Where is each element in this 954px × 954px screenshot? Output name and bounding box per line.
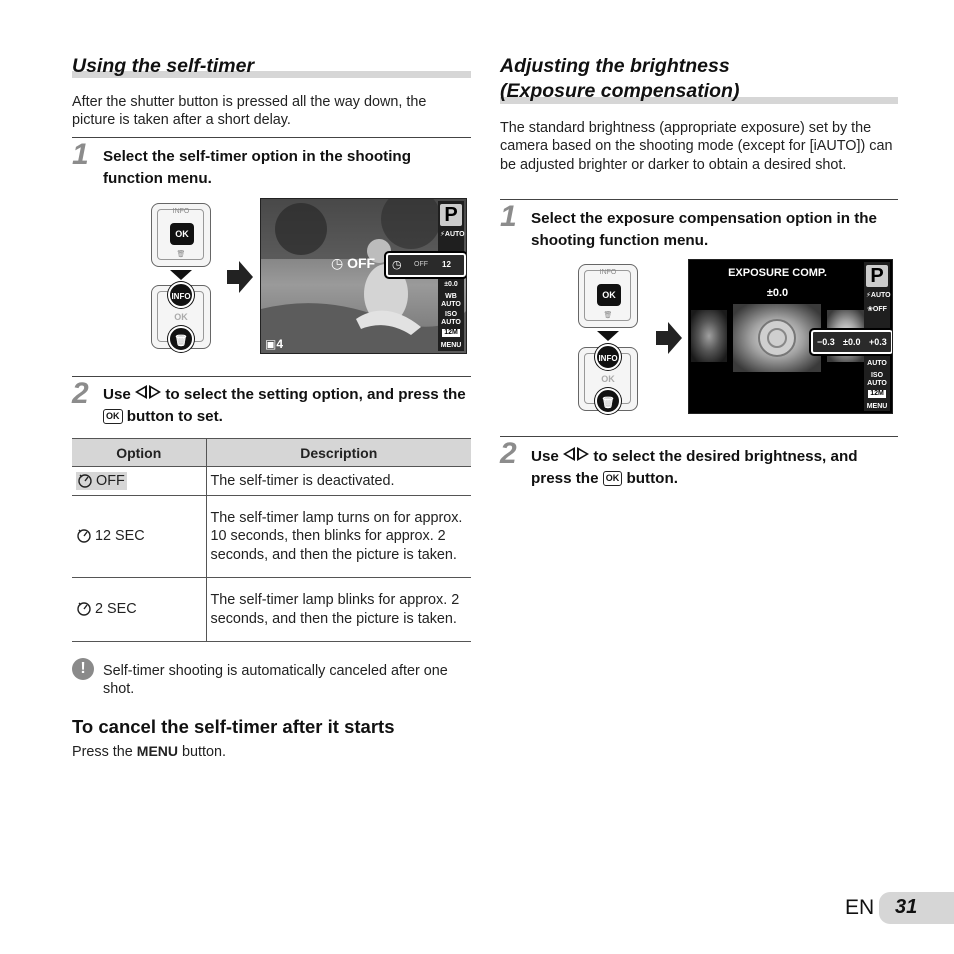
option-cell: 12 SEC	[72, 496, 206, 578]
self-timer-intro: After the shutter button is pressed all the way down, the picture is taken after a short delay.	[72, 94, 427, 129]
timer-icon: ◷	[392, 259, 402, 271]
cancel-instruction: Press the MENU button.	[72, 743, 227, 760]
exposure-option: ±0.0	[843, 337, 861, 347]
table-row	[72, 496, 471, 578]
self-timer-icon	[76, 600, 92, 616]
step-1-text: Select the exposure compensation option in the shooting function menu.	[531, 210, 877, 249]
ok-label: OK	[174, 312, 188, 322]
flash-auto-icon: ⚡AUTO	[866, 292, 891, 299]
menu-button-label: MENU	[136, 743, 179, 759]
language-label: EN	[845, 896, 875, 919]
control-dial-bottom	[151, 285, 211, 349]
step-1-text: Select the self-timer option in the shooting function menu.	[103, 148, 411, 187]
cancel-heading: To cancel the self-timer after it starts	[72, 716, 395, 737]
trash-icon: 🗑	[603, 312, 613, 319]
trash-button-icon: 🗑	[595, 388, 621, 414]
divider	[72, 376, 471, 377]
note-text: Self-timer shooting is automatically canceled after one shot.	[103, 663, 448, 698]
menu-icon: MENU	[440, 342, 462, 349]
ok-button-icon: OK	[103, 409, 123, 424]
right-arrow-icon	[149, 385, 161, 399]
exposure-intro: The standard brightness (appropriate exposure) set by the camera based on the shooting mode (except for [iAUTO]) can be adjusted brighter or darker to obtain a desired shot.	[500, 120, 893, 173]
info-label: INFO	[599, 269, 617, 276]
trash-button-icon: 🗑	[168, 326, 194, 352]
ok-button-icon: OK	[597, 284, 621, 306]
timer-12-option: 12	[442, 260, 451, 269]
column-header: Description	[206, 439, 471, 467]
shots-remaining: ▣4	[265, 337, 284, 351]
self-timer-options-table	[72, 438, 471, 642]
macro-off-icon: ❀OFF	[867, 306, 887, 313]
right-arrow-icon	[227, 261, 253, 293]
note-icon: !	[72, 658, 94, 680]
menu-icon: MENU	[866, 403, 888, 410]
divider	[500, 199, 898, 200]
exposure-value: ±0.0	[766, 287, 789, 299]
right-arrow-icon	[577, 447, 589, 461]
page-number: 31	[895, 896, 918, 918]
description-cell: The self-timer lamp turns on for approx. 10 seconds, then blinks for approx. 2 seconds, and then the picture is taken.	[206, 496, 471, 578]
trash-icon: 🗑	[176, 251, 186, 258]
step-number: 2	[72, 377, 89, 410]
exposure-icon: ±0.0	[444, 281, 458, 288]
exposure-option: +0.3	[869, 337, 887, 347]
ok-button-icon: OK	[603, 471, 623, 486]
iso-auto-icon: ISO AUTO	[867, 372, 887, 387]
section-title-exposure: Adjusting the brightness (Exposure compensation)	[500, 55, 740, 102]
step-number: 1	[72, 138, 89, 171]
iso-auto-icon: ISO AUTO	[441, 311, 461, 326]
ok-button-icon: OK	[170, 223, 194, 245]
info-button-icon: INFO	[168, 282, 194, 308]
description-cell: The self-timer is deactivated.	[206, 467, 471, 496]
table-header-row	[72, 439, 471, 467]
right-arrow-icon	[656, 322, 682, 354]
left-arrow-icon	[135, 385, 147, 399]
self-timer-camera-screen	[260, 198, 467, 354]
column-header: Option	[72, 439, 206, 467]
wb-auto-icon: AUTO	[867, 360, 887, 367]
image-size-icon: 12M	[442, 329, 460, 337]
self-timer-icon	[76, 527, 92, 543]
divider	[500, 436, 898, 437]
step-number: 1	[500, 200, 517, 233]
info-label: INFO	[172, 208, 190, 215]
section-title-self-timer: Using the self-timer	[72, 55, 255, 77]
control-dial-bottom	[578, 347, 638, 411]
control-dial-top	[151, 203, 211, 267]
exposure-options-strip	[811, 330, 893, 354]
step-2-text: Use to select the setting option, and press the OK button to set.	[103, 386, 466, 425]
wb-auto-icon: WB AUTO	[441, 293, 461, 308]
exposure-option: −0.3	[817, 337, 835, 347]
option-cell: 2 SEC	[72, 578, 206, 642]
image-size-icon: 12M	[868, 390, 886, 398]
control-dial-top	[578, 264, 638, 328]
down-arrow-icon	[597, 331, 619, 341]
flash-auto-icon: ⚡AUTO	[440, 231, 465, 238]
table-row	[72, 578, 471, 642]
timer-off-readout: ◷ OFF	[331, 255, 376, 271]
divider	[72, 137, 471, 138]
down-arrow-icon	[170, 270, 192, 280]
exposure-camera-screen	[688, 259, 893, 414]
left-arrow-icon	[563, 447, 575, 461]
timer-off-option: OFF	[414, 261, 428, 268]
step-number: 2	[500, 437, 517, 470]
ok-label: OK	[601, 374, 615, 384]
program-mode-icon: P	[866, 265, 888, 287]
exposure-header: EXPOSURE COMP.	[728, 267, 827, 279]
step-2-text: Use to select the desired brightness, and press the OK button.	[531, 448, 858, 487]
info-button-icon: INFO	[595, 344, 621, 370]
option-cell: OFF	[72, 467, 206, 496]
timer-options-strip	[386, 253, 466, 277]
self-timer-icon	[77, 472, 93, 488]
table-row	[72, 467, 471, 496]
program-mode-icon: P	[440, 204, 462, 226]
description-cell: The self-timer lamp blinks for approx. 2 seconds, and then the picture is taken.	[206, 578, 471, 642]
